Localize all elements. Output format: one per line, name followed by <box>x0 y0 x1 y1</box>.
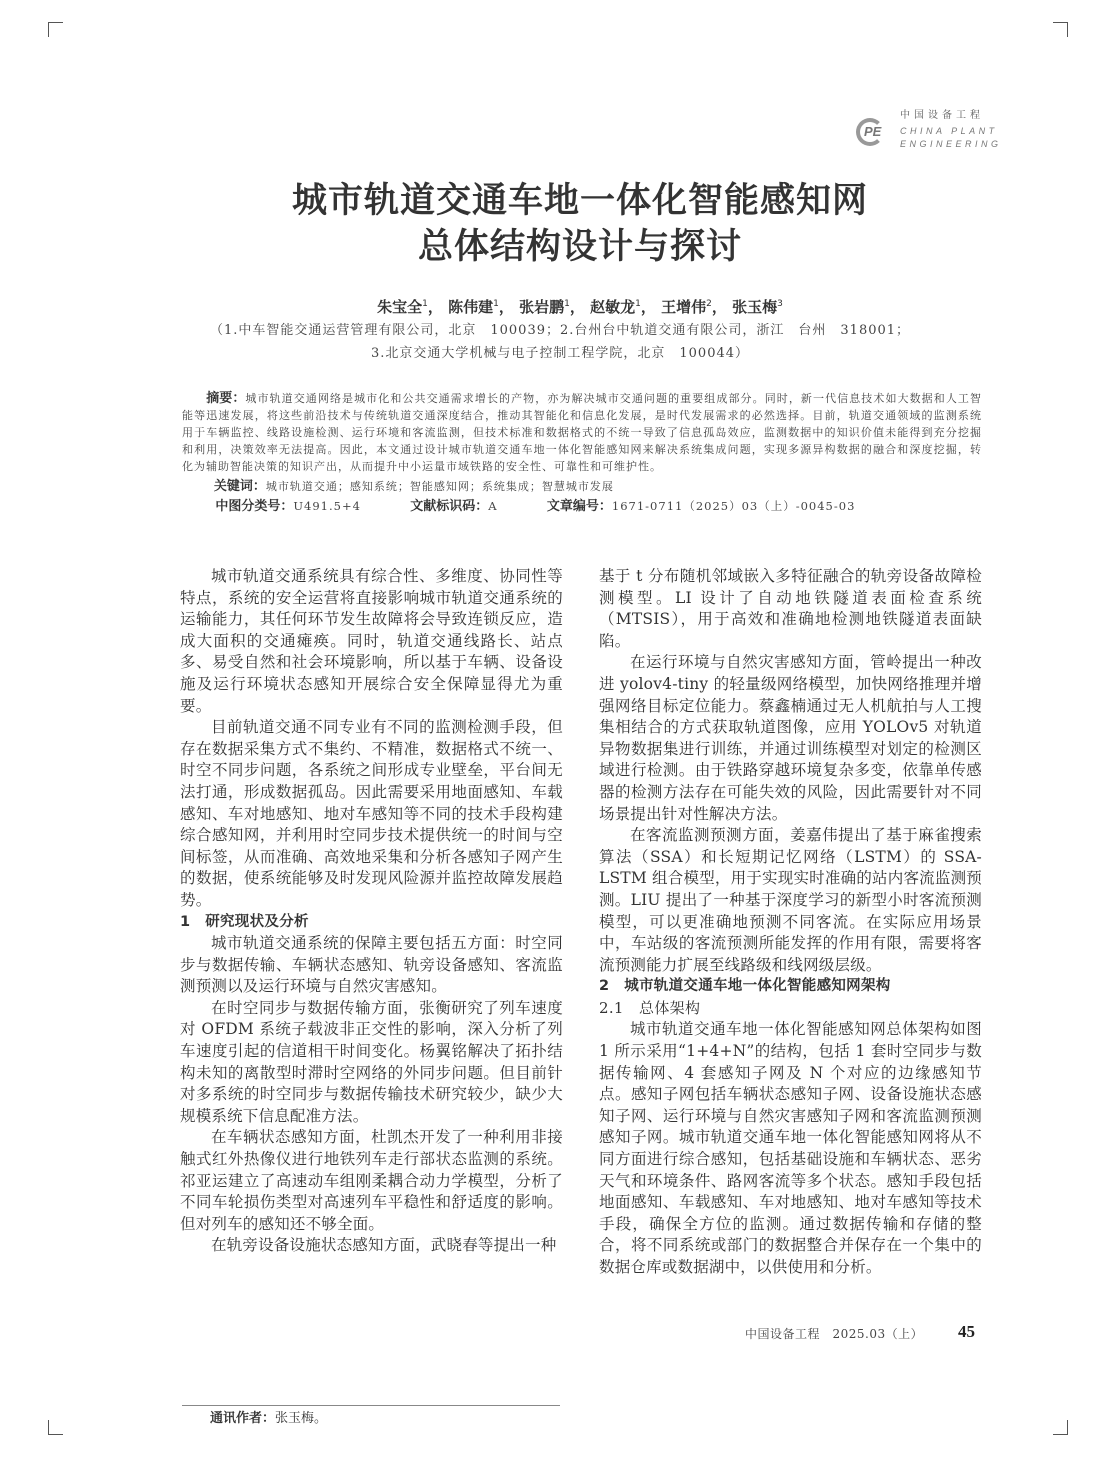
keywords <box>182 478 982 495</box>
author-affil-mark: 1 <box>422 299 428 309</box>
author-affil-mark: 1 <box>493 299 499 309</box>
classification-row <box>182 498 982 515</box>
corresponding-author-note <box>210 1410 327 1428</box>
logo-mark: PE <box>864 124 882 139</box>
page-number: 45 <box>958 1322 975 1341</box>
section-heading-2: 2 城市轨道交通车地一体化智能感知网架构 <box>599 978 891 995</box>
author-affil-mark: 3 <box>777 299 783 309</box>
author: 赵敏龙 <box>590 298 636 316</box>
crop-mark-top-left <box>48 22 63 37</box>
paragraph: 目前轨道交通不同专业有不同的监测检测手段，但存在数据采集方式不集约、不精准，数据格式不统一、时空不同步问题，各系统之间形成专业壁垒，平台间无法打通，形成数据孤岛。因此需要采用地面感知、车载感知、车对地感知、地对车感知等不同的技术手段构建综合感知网，并利用时空同步技术提供统一的时间与空间标签，从而准确、高效地采集和分析各感知子网产生的数据，使系统能够及时发现风险源并监控故障发展趋势。 <box>180 718 563 909</box>
paragraph: 在客流监测预测方面，姜嘉伟提出了基于麻雀搜索算法（SSA）和长短期记忆网络（LSTM）的 SSA-LSTM 组合模型，用于实现实时准确的站内客流监测预测。LIU 提出了一种基于深度学习的新型小时客流预测模型，可以更准确地预测不同客流。在实际应用场景中，车站级的客流预测所能发挥的作用有限，需要将客流预测能力扩展至线路级和线网级层级。 <box>599 826 982 974</box>
paragraph: 城市轨道交通车地一体化智能感知网总体架构如图 1 所示采用“1+4+N”的结构，包括 1 套时空同步与数据传输网、4 套感知子网及 N 个对应的边缘感知节点。感知子网包括车辆状态感知子网、设备设施状态感知子网、运行环境与自然灾害感知子网和客流监测预测感知子网。城市轨道交通车地一体化智能感知网将从不同方面进行综合感知，包括基础设施和车辆状态、恶劣天气和环境条件、路网客流等多个状态。感知手段包括地面感知、车载感知、车对地感知、地对车感知等技术手段，确保全方位的监测。通过数据传输和存储的整合，将不同系统或部门的数据整合并保存在一个集中的数据仓库或数据湖中，以供使用和分析。 <box>599 1020 982 1276</box>
author: 陈伟建 <box>448 298 494 316</box>
crop-mark-bottom-left <box>48 1420 63 1435</box>
abstract <box>182 390 982 515</box>
title-line-2: 总体结构设计与探讨 <box>417 227 742 267</box>
author-affil-mark: 2 <box>706 299 712 309</box>
title-line-1: 城市轨道交通车地一体化智能感知网 <box>291 181 868 221</box>
affiliation-line-2: 3.北京交通大学机械与电子控制工程学院，北京 100044） <box>370 346 750 361</box>
journal-name-cn: 中国设备工程 <box>900 110 984 121</box>
clc-value: U491.5+4 <box>293 499 361 513</box>
article-no-value: 1671-0711（2025）03（上）-0045-03 <box>611 499 856 513</box>
footnote-label: 通讯作者： <box>210 1411 276 1426</box>
doc-code-value: A <box>488 499 498 513</box>
footer-journal-issue: 中国设备工程 2025.03（上） <box>745 1327 924 1341</box>
abstract-text: 城市轨道交通网络是城市化和公共交通需求增长的产物，亦为解决城市交通问题的重要组成部分。同时，新一代信息技术如大数据和人工智能等迅速发展，将这些前沿技术与传统轨道交通深度结合，推动其智能化和信息化发展，是时代发展需求的必然选择。目前，轨道交通领域的监测系统用于车辆监控、线路设施检测、运行环境和客流监测，但技术标准和数据格式的不统一导致了信息孤岛效应，监测数据中的知识价值未能得到充分挖掘和利用，决策效率无法提高。因此，本文通过设计城市轨道交通车地一体化智能感知网来解决系统集成问题，实现多源异构数据的融合和深度挖掘，转化为辅助智能决策的知识产出，从而提升中小运量市域铁路的安全性、可靠性和可维护性。 <box>182 392 982 473</box>
author: 张岩鹏 <box>519 298 565 316</box>
doc-code-label: 文献标识码： <box>410 499 489 514</box>
paragraph: 在运行环境与自然灾害感知方面，管岭提出一种改进 yolov4-tiny 的轻量级网络模型，加快网络推理并增强网络目标定位能力。蔡鑫楠通过无人机航拍与人工搜集相结合的方式获取轨道图像，应用 YOLOv5 对轨道异物数据集进行训练，并通过训练模型对划定的检测区域进行检测。由于铁路穿越环境复杂多变，依靠单传感器的检测方法存在可能失效的风险，因此需要针对不同场景提出针对性解决方法。 <box>599 653 982 823</box>
journal-name-en-1: CHINA PLANT <box>900 126 998 136</box>
author: 朱宝全 <box>377 298 423 316</box>
author-list: 朱宝全$^1$， 陈伟建$^1$， 张岩鹏$^1$， 赵敏龙$^1$， 王增伟$^2$， 张玉梅$^3$ <box>377 298 783 316</box>
crop-mark-top-right <box>1053 22 1068 37</box>
paragraph: 在车辆状态感知方面，杜凯杰开发了一种利用非接触式红外热像仪进行地铁列车走行部状态监测的系统。祁亚运建立了高速动车组刚柔耦合动力学模型，分析了不同车轮损伤类型对高速列车平稳性和舒适度的影响。但对列车的感知还不够全面。 <box>180 1128 563 1233</box>
author-affil-mark: 1 <box>635 299 641 309</box>
subsection-heading-2-1: 2.1 总体架构 <box>599 998 701 1017</box>
paragraph: 在时空同步与数据传输方面，张衡研究了列车速度对 OFDM 系统子载波非正交性的影响，深入分析了列车速度引起的信道相干时间变化。杨翼铭解决了拓扑结构未知的离散型时滞时空网络的外同步问题。但目前针对多系统的时空同步与数据传输技术研究较少，缺少大规模系统下信息配准方法。 <box>180 998 563 1125</box>
keywords-text: 城市轨道交通；感知系统；智能感知网；系统集成；智慧城市发展 <box>265 480 614 493</box>
crop-mark-bottom-right <box>1053 1420 1068 1435</box>
abstract-label: 摘要： <box>206 391 246 406</box>
article-no-label: 文章编号： <box>546 499 612 514</box>
affiliation-line-1: （1.中车智能交通运营管理有限公司，北京 100039；2.台州台中轨道交通有限公司，浙江 台州 318001； <box>209 323 911 338</box>
author-affil-mark: 1 <box>564 299 570 309</box>
clc-label: 中图分类号： <box>215 499 294 514</box>
author: 王增伟 <box>661 298 707 316</box>
section-heading-1: 1 研究现状及分析 <box>180 913 309 930</box>
body-column-left <box>180 566 563 1257</box>
footnote-text: 张玉梅。 <box>275 1411 328 1426</box>
paragraph: 城市轨道交通系统的保障主要包括五方面：时空同步与数据传输、车辆状态感知、轨旁设备感知、客流监测预测以及运行环境与自然灾害感知。 <box>180 934 563 996</box>
keywords-label: 关键词： <box>213 479 266 494</box>
footnote-divider <box>182 1405 560 1406</box>
paragraph: 城市轨道交通系统具有综合性、多维度、协同性等特点，系统的安全运营将直接影响城市轨道交通系统的运输能力，其任何环节发生故障将会导致连锁反应，造成大面积的交通瘫痪。同时，轨道交通线路长、站点多、易受自然和社会环境影响，所以基于车辆、设备设施及运行环境状态感知开展综合安全保障显得尤为重要。 <box>180 567 563 715</box>
journal-logo <box>856 110 1002 154</box>
paragraph: 基于 t 分布随机邻域嵌入多特征融合的轨旁设备故障检测模型。LI 设计了自动地铁隧道表面检查系统（MTSIS），用于高效和准确地检测地铁隧道表面缺陷。 <box>599 567 982 650</box>
paragraph: 在轨旁设备设施状态感知方面，武晓春等提出一种 <box>211 1236 557 1255</box>
author: 张玉梅 <box>732 298 778 316</box>
body-column-right <box>599 566 982 1279</box>
journal-name-en-2: ENGINEERING <box>900 139 1002 149</box>
